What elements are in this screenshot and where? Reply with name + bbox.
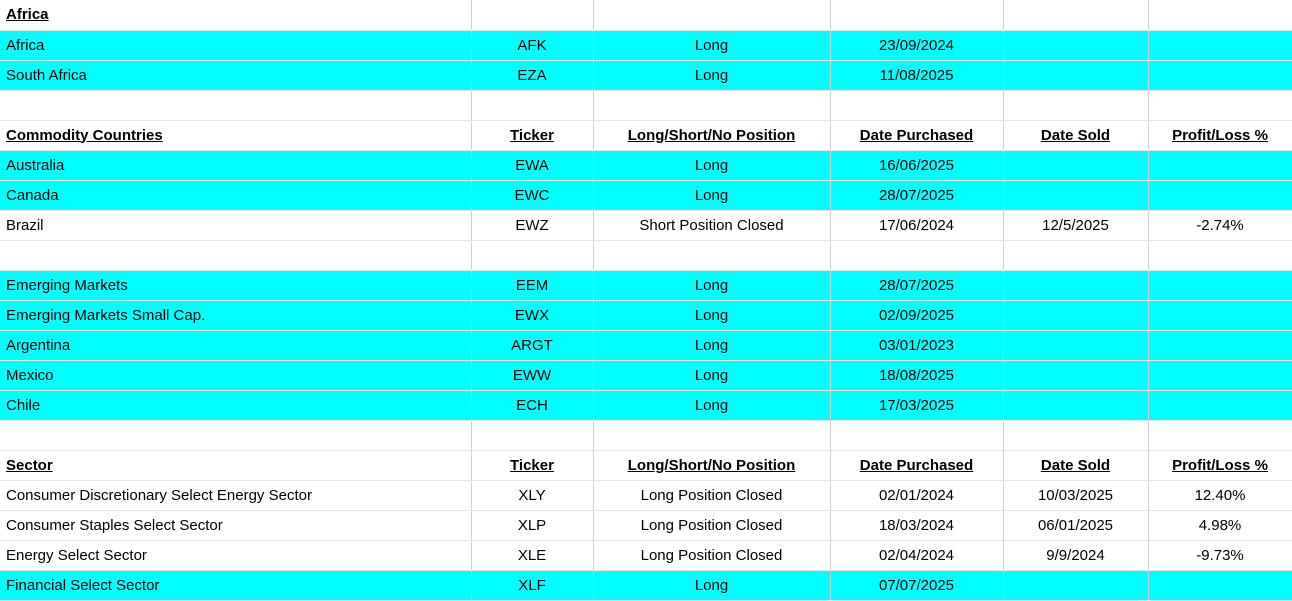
table-row[interactable] xyxy=(0,60,1292,90)
cell-12-0[interactable]: Mexico xyxy=(0,360,471,390)
cell-2-2[interactable]: Long xyxy=(593,60,830,90)
cell-3-1[interactable] xyxy=(471,90,593,120)
cell-13-4[interactable] xyxy=(1003,390,1148,420)
cell-17-2[interactable]: Long Position Closed xyxy=(593,510,830,540)
table-row[interactable] xyxy=(0,270,1292,300)
cell-1-4[interactable] xyxy=(1003,30,1148,60)
cell-12-2[interactable]: Long xyxy=(593,360,830,390)
cell-15-4[interactable]: Date Sold xyxy=(1003,450,1148,480)
cell-4-5[interactable]: Profit/Loss % xyxy=(1148,120,1292,150)
table-row[interactable] xyxy=(0,540,1292,570)
table-header-row[interactable] xyxy=(0,0,1292,30)
table-header-row[interactable] xyxy=(0,120,1292,150)
cell-6-5[interactable] xyxy=(1148,180,1292,210)
table-row[interactable] xyxy=(0,330,1292,360)
cell-18-4[interactable]: 9/9/2024 xyxy=(1003,540,1148,570)
cell-9-5[interactable] xyxy=(1148,270,1292,300)
cell-0-5[interactable] xyxy=(1148,0,1292,30)
cell-5-0[interactable]: Australia xyxy=(0,150,471,180)
cell-19-2[interactable]: Long xyxy=(593,570,830,600)
cell-12-1[interactable]: EWW xyxy=(471,360,593,390)
cell-5-2[interactable]: Long xyxy=(593,150,830,180)
cell-16-0[interactable]: Consumer Discretionary Select Energy Sector xyxy=(0,480,471,510)
table-spacer-row[interactable] xyxy=(0,420,1292,450)
cell-17-5[interactable]: 4.98% xyxy=(1148,510,1292,540)
cell-19-0[interactable]: Financial Select Sector xyxy=(0,570,471,600)
cell-9-4[interactable] xyxy=(1003,270,1148,300)
cell-16-1[interactable]: XLY xyxy=(471,480,593,510)
cell-3-0[interactable] xyxy=(0,90,471,120)
cell-6-3[interactable]: 28/07/2025 xyxy=(830,180,1003,210)
cell-2-0[interactable]: South Africa xyxy=(0,60,471,90)
cell-2-1[interactable]: EZA xyxy=(471,60,593,90)
table-spacer-row[interactable] xyxy=(0,90,1292,120)
cell-9-2[interactable]: Long xyxy=(593,270,830,300)
cell-0-0[interactable]: Africa xyxy=(0,0,471,30)
cell-7-1[interactable]: EWZ xyxy=(471,210,593,240)
cell-8-4[interactable] xyxy=(1003,240,1148,270)
cell-3-4[interactable] xyxy=(1003,90,1148,120)
cell-13-3[interactable]: 17/03/2025 xyxy=(830,390,1003,420)
cell-9-3[interactable]: 28/07/2025 xyxy=(830,270,1003,300)
cell-4-0[interactable]: Commodity Countries xyxy=(0,120,471,150)
cell-14-2[interactable] xyxy=(593,420,830,450)
table-spacer-row[interactable] xyxy=(0,240,1292,270)
cell-10-0[interactable]: Emerging Markets Small Cap. xyxy=(0,300,471,330)
cell-0-2[interactable] xyxy=(593,0,830,30)
cell-10-1[interactable]: EWX xyxy=(471,300,593,330)
cell-8-1[interactable] xyxy=(471,240,593,270)
table-row[interactable] xyxy=(0,300,1292,330)
cell-2-4[interactable] xyxy=(1003,60,1148,90)
cell-2-3[interactable]: 11/08/2025 xyxy=(830,60,1003,90)
cell-11-0[interactable]: Argentina xyxy=(0,330,471,360)
cell-11-5[interactable] xyxy=(1148,330,1292,360)
cell-5-4[interactable] xyxy=(1003,150,1148,180)
cell-12-4[interactable] xyxy=(1003,360,1148,390)
cell-8-2[interactable] xyxy=(593,240,830,270)
cell-15-2[interactable]: Long/Short/No Position xyxy=(593,450,830,480)
cell-15-3[interactable]: Date Purchased xyxy=(830,450,1003,480)
cell-12-5[interactable] xyxy=(1148,360,1292,390)
cell-13-1[interactable]: ECH xyxy=(471,390,593,420)
cell-4-3[interactable]: Date Purchased xyxy=(830,120,1003,150)
cell-14-5[interactable] xyxy=(1148,420,1292,450)
cell-10-4[interactable] xyxy=(1003,300,1148,330)
cell-18-3[interactable]: 02/04/2024 xyxy=(830,540,1003,570)
cell-1-2[interactable]: Long xyxy=(593,30,830,60)
cell-7-4[interactable]: 12/5/2025 xyxy=(1003,210,1148,240)
cell-11-3[interactable]: 03/01/2023 xyxy=(830,330,1003,360)
cell-0-3[interactable] xyxy=(830,0,1003,30)
cell-10-2[interactable]: Long xyxy=(593,300,830,330)
cell-16-5[interactable]: 12.40% xyxy=(1148,480,1292,510)
cell-11-2[interactable]: Long xyxy=(593,330,830,360)
cell-17-0[interactable]: Consumer Staples Select Sector xyxy=(0,510,471,540)
cell-18-5[interactable]: -9.73% xyxy=(1148,540,1292,570)
table-row[interactable] xyxy=(0,30,1292,60)
cell-1-0[interactable]: Africa xyxy=(0,30,471,60)
table-row[interactable] xyxy=(0,510,1292,540)
cell-6-4[interactable] xyxy=(1003,180,1148,210)
cell-6-2[interactable]: Long xyxy=(593,180,830,210)
cell-16-3[interactable]: 02/01/2024 xyxy=(830,480,1003,510)
table-row[interactable] xyxy=(0,180,1292,210)
cell-14-1[interactable] xyxy=(471,420,593,450)
cell-15-5[interactable]: Profit/Loss % xyxy=(1148,450,1292,480)
table-row[interactable] xyxy=(0,150,1292,180)
table-row[interactable] xyxy=(0,210,1292,240)
cell-8-0[interactable] xyxy=(0,240,471,270)
cell-4-4[interactable]: Date Sold xyxy=(1003,120,1148,150)
table-header-row[interactable] xyxy=(0,450,1292,480)
cell-16-4[interactable]: 10/03/2025 xyxy=(1003,480,1148,510)
cell-1-1[interactable]: AFK xyxy=(471,30,593,60)
cell-4-1[interactable]: Ticker xyxy=(471,120,593,150)
cell-11-4[interactable] xyxy=(1003,330,1148,360)
cell-13-0[interactable]: Chile xyxy=(0,390,471,420)
table-row[interactable] xyxy=(0,480,1292,510)
cell-18-0[interactable]: Energy Select Sector xyxy=(0,540,471,570)
cell-8-5[interactable] xyxy=(1148,240,1292,270)
cell-3-5[interactable] xyxy=(1148,90,1292,120)
cell-5-1[interactable]: EWA xyxy=(471,150,593,180)
cell-3-3[interactable] xyxy=(830,90,1003,120)
cell-3-2[interactable] xyxy=(593,90,830,120)
cell-13-5[interactable] xyxy=(1148,390,1292,420)
cell-0-4[interactable] xyxy=(1003,0,1148,30)
cell-7-3[interactable]: 17/06/2024 xyxy=(830,210,1003,240)
cell-19-1[interactable]: XLF xyxy=(471,570,593,600)
cell-10-3[interactable]: 02/09/2025 xyxy=(830,300,1003,330)
cell-6-1[interactable]: EWC xyxy=(471,180,593,210)
cell-9-1[interactable]: EEM xyxy=(471,270,593,300)
cell-18-2[interactable]: Long Position Closed xyxy=(593,540,830,570)
cell-19-3[interactable]: 07/07/2025 xyxy=(830,570,1003,600)
cell-17-1[interactable]: XLP xyxy=(471,510,593,540)
cell-13-2[interactable]: Long xyxy=(593,390,830,420)
cell-4-2[interactable]: Long/Short/No Position xyxy=(593,120,830,150)
cell-1-3[interactable]: 23/09/2024 xyxy=(830,30,1003,60)
cell-9-0[interactable]: Emerging Markets xyxy=(0,270,471,300)
cell-2-5[interactable] xyxy=(1148,60,1292,90)
cell-17-4[interactable]: 06/01/2025 xyxy=(1003,510,1148,540)
cell-6-0[interactable]: Canada xyxy=(0,180,471,210)
cell-1-5[interactable] xyxy=(1148,30,1292,60)
cell-16-2[interactable]: Long Position Closed xyxy=(593,480,830,510)
cell-15-1[interactable]: Ticker xyxy=(471,450,593,480)
cell-5-5[interactable] xyxy=(1148,150,1292,180)
cell-7-0[interactable]: Brazil xyxy=(0,210,471,240)
cell-14-4[interactable] xyxy=(1003,420,1148,450)
cell-14-0[interactable] xyxy=(0,420,471,450)
cell-0-1[interactable] xyxy=(471,0,593,30)
cell-12-3[interactable]: 18/08/2025 xyxy=(830,360,1003,390)
cell-18-1[interactable]: XLE xyxy=(471,540,593,570)
cell-10-5[interactable] xyxy=(1148,300,1292,330)
cell-14-3[interactable] xyxy=(830,420,1003,450)
cell-11-1[interactable]: ARGT xyxy=(471,330,593,360)
cell-15-0[interactable]: Sector xyxy=(0,450,471,480)
cell-7-5[interactable]: -2.74% xyxy=(1148,210,1292,240)
cell-7-2[interactable]: Short Position Closed xyxy=(593,210,830,240)
cell-5-3[interactable]: 16/06/2025 xyxy=(830,150,1003,180)
table-row[interactable] xyxy=(0,390,1292,420)
cell-17-3[interactable]: 18/03/2024 xyxy=(830,510,1003,540)
cell-8-3[interactable] xyxy=(830,240,1003,270)
table-row[interactable] xyxy=(0,360,1292,390)
